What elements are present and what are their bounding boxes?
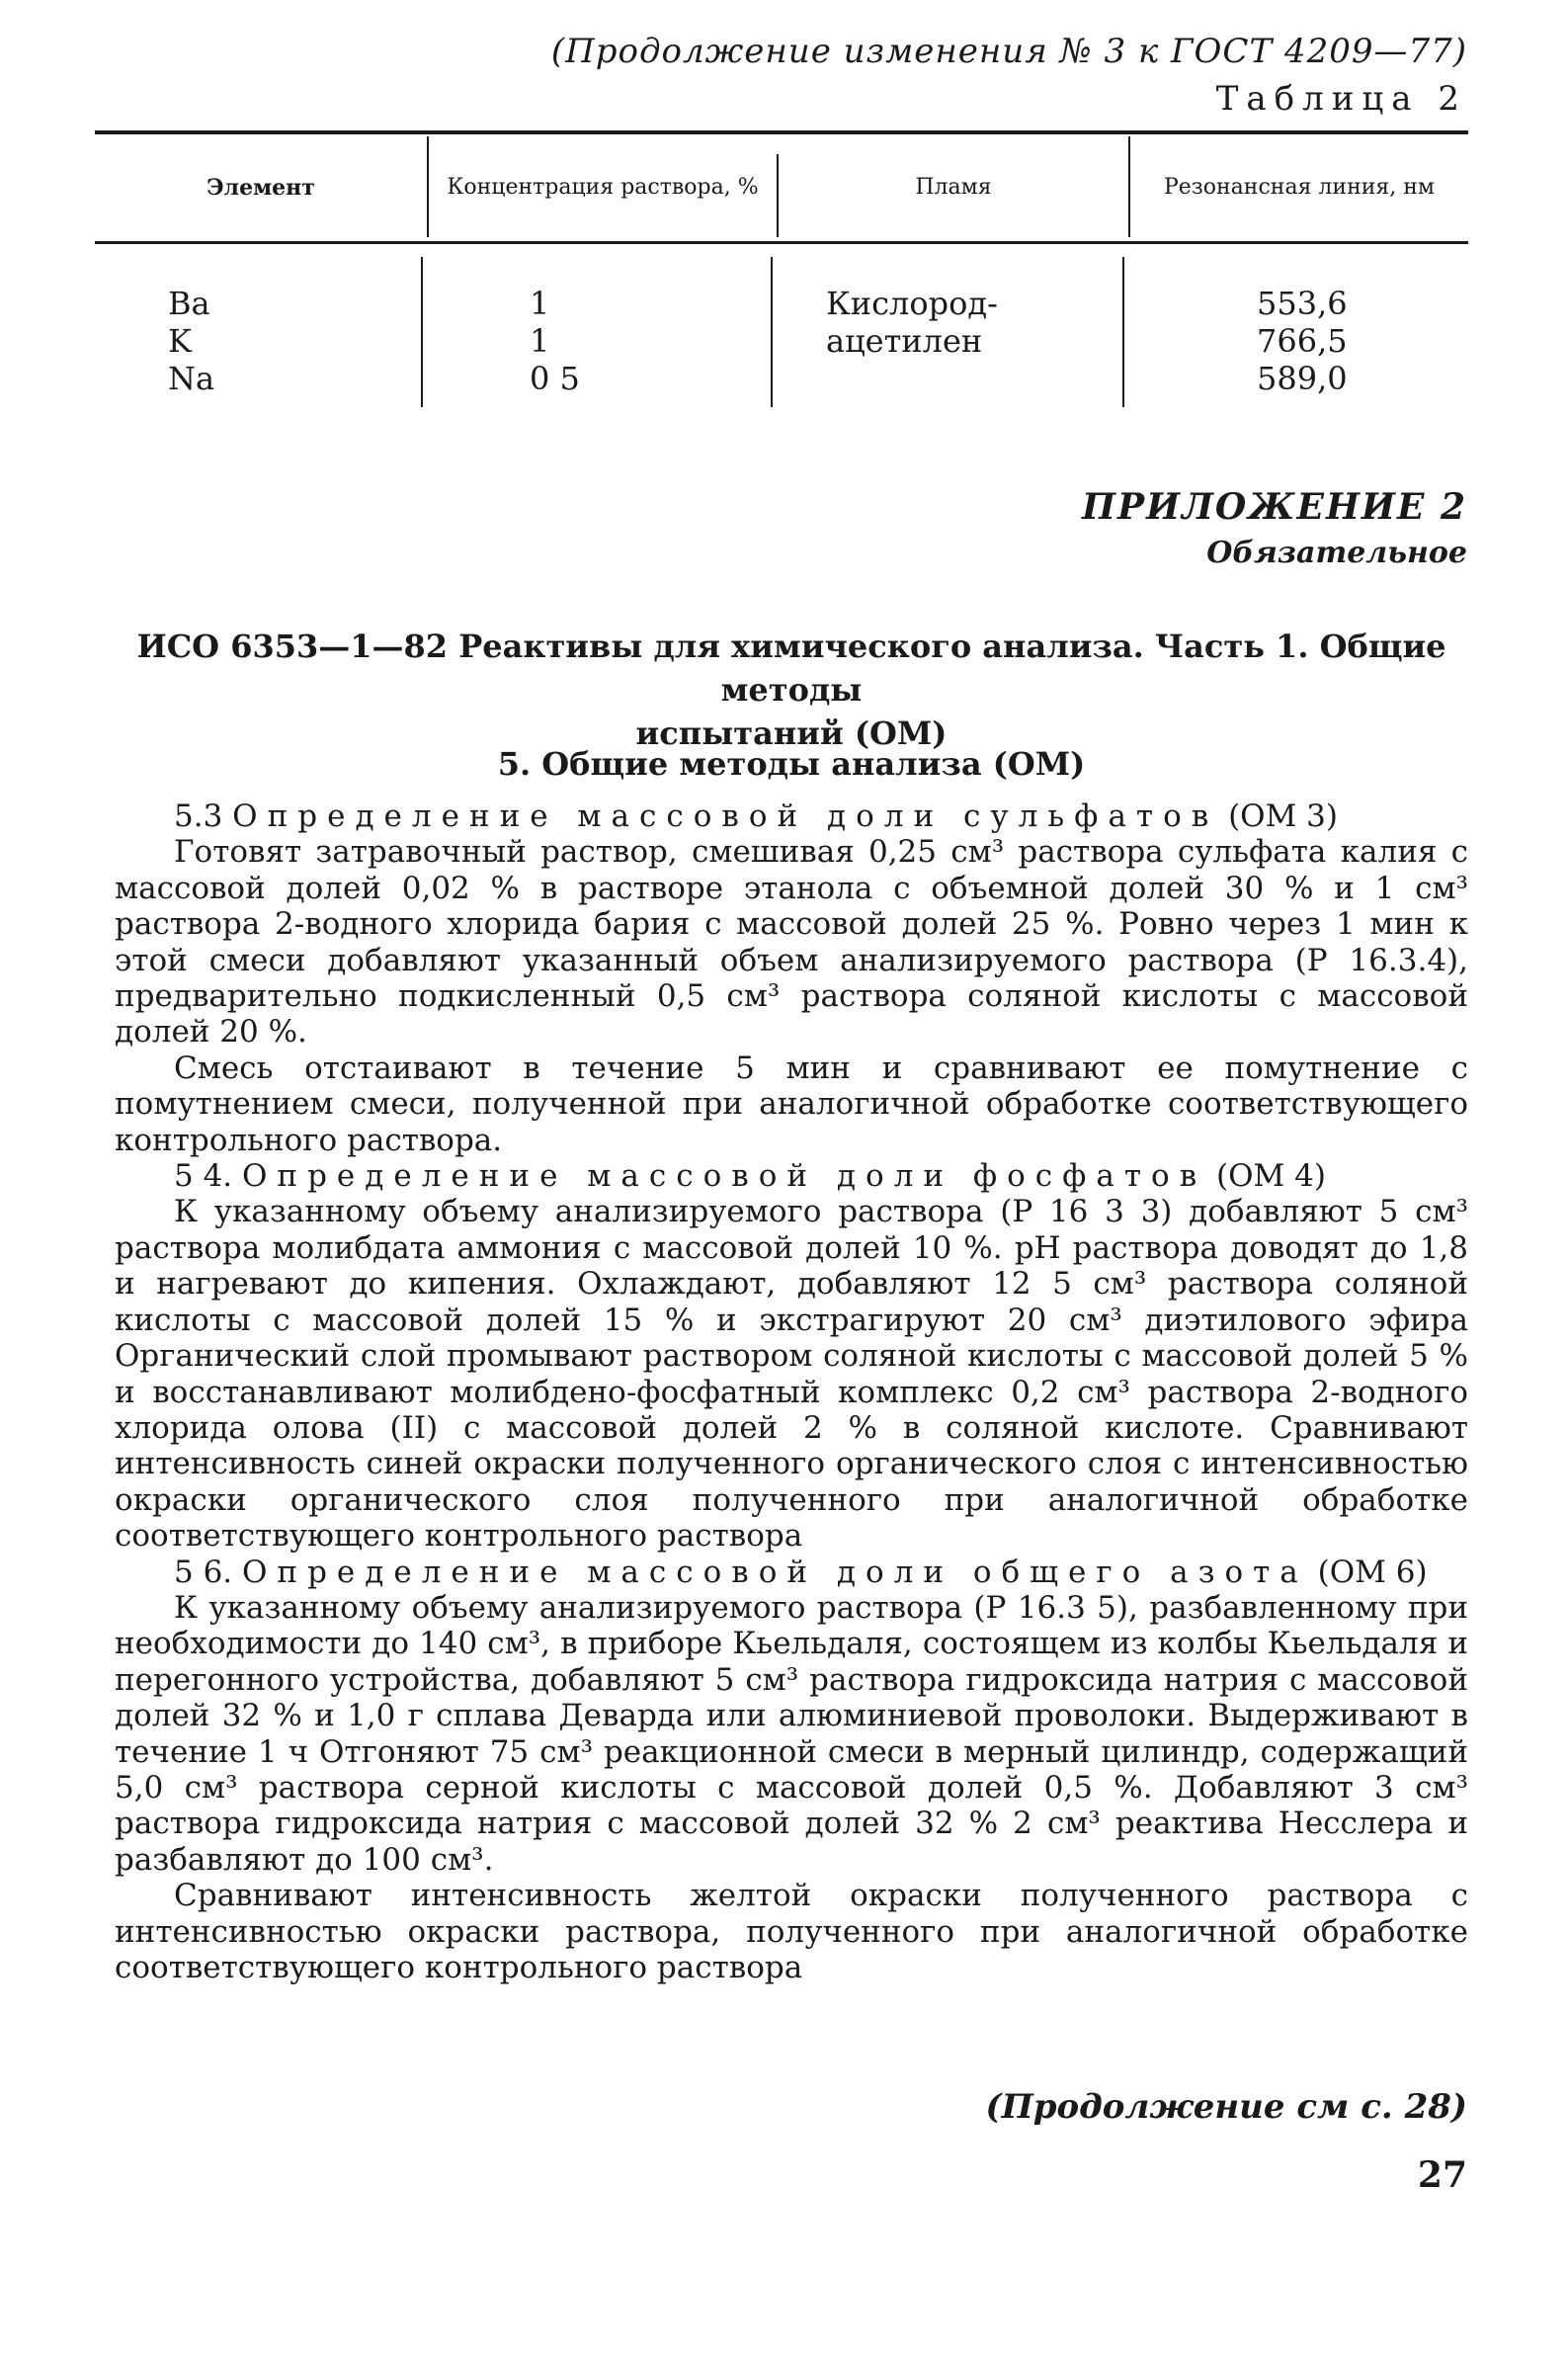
column-lines [1257,285,1348,397]
table-cell: 0 5 [530,360,580,397]
subsection-code: (ОМ 6) [1317,1554,1428,1590]
appendix-title: ПРИЛОЖЕНИЕ 2 [1081,486,1467,528]
subsection-heading-text: Определение массовой доли общего азота [242,1554,1308,1590]
iso-title-line: ИСО 6353—1—82 Реактивы для химического анализа. Часть 1. Общие методы [136,628,1446,709]
column-header-element: Элемент [206,175,315,201]
subsection-number: 5.3 [174,799,223,834]
col-divider [771,257,773,407]
table-cell: Na [168,360,215,397]
col-divider [421,257,423,407]
subsection-heading-5-4 [115,1158,1468,1194]
continuation-footer: (Продолжение см с. 28) [985,2087,1467,2127]
subsection-heading-text: Определение массовой доли фосфатов [242,1158,1207,1195]
subsection-heading-text: Определение массовой доли сульфатов [232,799,1219,834]
column-header-concentration: Концентрация раствора, % [447,175,759,200]
section-title: 5. Общие методы анализа (ОМ) [497,745,1086,783]
table-title: Таблица 2 [1215,79,1467,119]
table-cell: Кислород- [826,285,998,322]
iso-standard-title [115,625,1468,755]
column-flame [826,285,998,360]
table-cell: 1 [530,322,550,360]
col-divider [1122,257,1124,407]
subsection-code: (ОМ 4) [1216,1158,1326,1195]
table-top-rule [95,130,1468,134]
paragraph: Готовят затравочный раствор, смешивая 0,25 см³ раствора сульфата калия с массовой долей 0,02 % в растворе этанола с объемной долей 30 % и 1 см³ раствора 2-водного хлорида бария с массовой долей 25 %. Ровно через 1 мин к этой смеси добавляют указанный объем анализируемого раствора (Р 16.3.4), предварительно подкисленный 0,5 см³ раствора соляной кислоты с массовой долей 20 %. [115,834,1468,1051]
column-header-flame: Пламя [915,175,992,200]
body-text [115,799,1468,1985]
column-concentrations [530,285,580,397]
table-cell: 1 [530,285,550,322]
table-cell: 553,6 [1257,285,1348,322]
subsection-number: 5 4. [174,1158,233,1195]
table-cell: Ba [168,285,210,322]
data-table [95,130,1468,417]
paragraph: Смесь отстаивают в течение 5 мин и сравнивают ее помутнение с помутнением смеси, полученной при аналогичной обработке соответствующего контрольного раствора. [115,1050,1468,1158]
paragraph: К указанному объему анализируемого раствора (Р 16.3 5), разбавленному при необходимости до 140 см³, в приборе Кьельдаля, состоящем из колбы Кьельдаля и перегонного устройства, добавляют 5 см³ раствора гидроксида натрия с массовой долей 32 % и 1,0 г сплава Деварда или алюминиевой проволоки. Выдерживают в течение 1 ч Отгоняют 75 см³ реакционной смеси в мерный цилиндр, содержащий 5,0 см³ раствора серной кислоты с массовой долей 0,5 %. Добавляют 3 см³ раствора гидроксида натрия с массовой долей 32 % 2 см³ реактива Несслера и разбавляют до 100 см³. [115,1589,1468,1878]
continuation-header: (Продолжение изменения № 3 к ГОСТ 4209—77) [550,32,1467,71]
column-header-resonance-line: Резонансная линия, нм [1163,175,1436,200]
table-cell: 589,0 [1257,360,1348,397]
subsection-heading-5-3 [115,799,1468,834]
paragraph: К указанному объему анализируемого раствора (Р 16 3 3) добавляют 5 см³ раствора молибдата аммония с массовой долей 10 %. pH раствора доводят до 1,8 и нагревают до кипения. Охлаждают, добавляют 12 5 см³ раствора соляной кислоты с массовой долей 15 % и экстрагируют 20 см³ диэтилового эфира Органический слой промывают раствором соляной кислоты с массовой долей 5 % и восстанавливают молибдено-фосфатный комплекс 0,2 см³ раствора 2-водного хлорида олова (II) с массовой долей 2 % в соляной кислоте. Сравнивают интенсивность синей окраски полученного органического слоя с интенсивностью окраски органического слоя полученного при аналогичной обработке соответствующего контрольного раствора [115,1194,1468,1555]
iso-title-line: испытаний (ОМ) [635,715,948,752]
subsection-code: (ОМ 3) [1228,799,1338,834]
table-header-rule [95,241,1468,244]
subsection-number: 5 6. [174,1554,233,1590]
column-elements [168,285,214,397]
table-cell: 766,5 [1257,322,1348,360]
appendix-subtitle: Обязательное [1206,536,1467,570]
paragraph: Сравнивают интенсивность желтой окраски полученного раствора с интенсивностью окраски раствора, полученного при аналогичной обработке соответствующего контрольного раствора [115,1878,1468,1985]
table-cell: ацетилен [826,322,983,360]
table-cell: K [168,322,192,360]
subsection-heading-5-6 [115,1555,1468,1590]
page-number: 27 [1417,2154,1467,2196]
